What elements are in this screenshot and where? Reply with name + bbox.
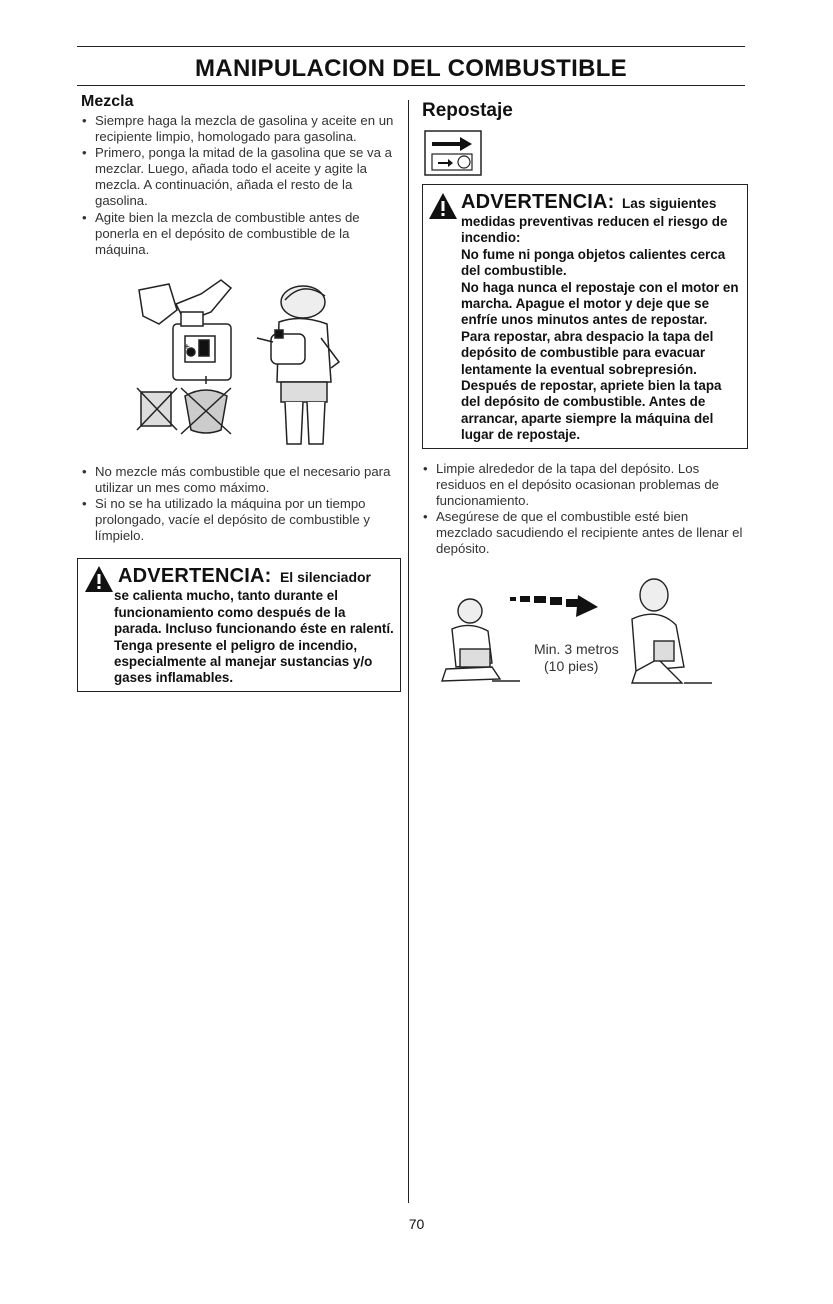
- warning-lead: El silenciador: [279, 569, 372, 586]
- mixing-illustration: [81, 272, 401, 452]
- safe-distance-illustration: [422, 571, 748, 691]
- mixing-notes: [81, 464, 401, 544]
- list-item: • No mezcle más combustible que el necesario para utilizar un mes como máximo.: [81, 464, 401, 496]
- distance-metric: Min. 3 metros: [534, 641, 619, 658]
- right-column: [422, 100, 748, 691]
- list-item: • Primero, ponga la mitad de la gasolina que se va a mezclar. Luego, añada todo el aceite y agite la mezcla. A continuación, añada el resto de la gasolina.: [81, 145, 401, 209]
- list-item: • Limpie alrededor de la tapa del depósito. Los residuos en el depósito ocasionan problemas de funcionamiento.: [422, 461, 748, 509]
- page-number: 70: [408, 1216, 425, 1232]
- warning-title: ADVERTENCIA:: [118, 565, 272, 588]
- section-heading-mezcla: Mezcla: [81, 93, 134, 110]
- warning-heading: [461, 191, 741, 214]
- distance-imperial: (10 pies): [544, 658, 599, 675]
- warning-text: No fume ni ponga objetos calientes cerca del combustible.: [461, 246, 726, 279]
- warning-text: Para repostar, abra despacio la tapa del depósito de combustible para evacuar lentamente la eventual sobrepresión.: [461, 328, 714, 377]
- warning-icon: [428, 191, 458, 221]
- warning-text: No haga nunca el repostaje con el motor en marcha. Apague el motor y deje que se enfríe unos minutos antes de repostar.: [461, 279, 739, 328]
- title-underline: [77, 85, 745, 86]
- warning-text: medidas preventivas reducen el riesgo de incendio:: [461, 214, 728, 246]
- refuel-instructions: [422, 461, 748, 558]
- warning-text: se calienta mucho, tanto durante el funcionamiento como después de la parada. Incluso funcionando éste en ralentí. Tenga presente el peligro de incendio, especialmente al manejar sustancias y/o gases inflamables.: [114, 588, 394, 686]
- warning-text: Después de repostar, apriete bien la tapa del depósito de combustible. Antes de arrancar, aparte siempre la máquina del lugar de repostaje.: [461, 378, 722, 443]
- top-rule: [77, 46, 745, 47]
- list-item: • Si no se ha utilizado la máquina por un tiempo prolongado, vacíe el depósito de combustible y límpielo.: [81, 496, 401, 544]
- warning-lead: Las siguientes: [621, 196, 717, 211]
- list-item: • Asegúrese de que el combustible esté bien mezclado sacudiendo el recipiente antes de llenar el depósito.: [422, 509, 748, 557]
- page-title: MANIPULACION DEL COMBUSTIBLE: [195, 55, 627, 82]
- muffler-warning-box: [77, 558, 401, 691]
- list-item: • Siempre haga la mezcla de gasolina y aceite en un recipiente limpio, homologado para gasolina.: [81, 113, 401, 145]
- distance-label: [534, 641, 619, 675]
- svg-text:+: +: [184, 341, 190, 353]
- warning-title: ADVERTENCIA:: [461, 191, 615, 213]
- list-item: • Agite bien la mezcla de combustible antes de ponerla en el depósito de combustible de la máquina.: [81, 210, 401, 258]
- warning-icon: [84, 565, 114, 593]
- fuel-mixing-icon: [81, 272, 401, 452]
- column-divider: [408, 100, 409, 1203]
- section-heading-repostaje: Repostaje: [422, 100, 513, 121]
- left-column: [81, 93, 401, 692]
- fuel-cap-icon: [424, 130, 482, 176]
- refuel-warning-box: [422, 184, 748, 449]
- mixing-instructions: [81, 113, 401, 258]
- warning-heading: [118, 565, 394, 588]
